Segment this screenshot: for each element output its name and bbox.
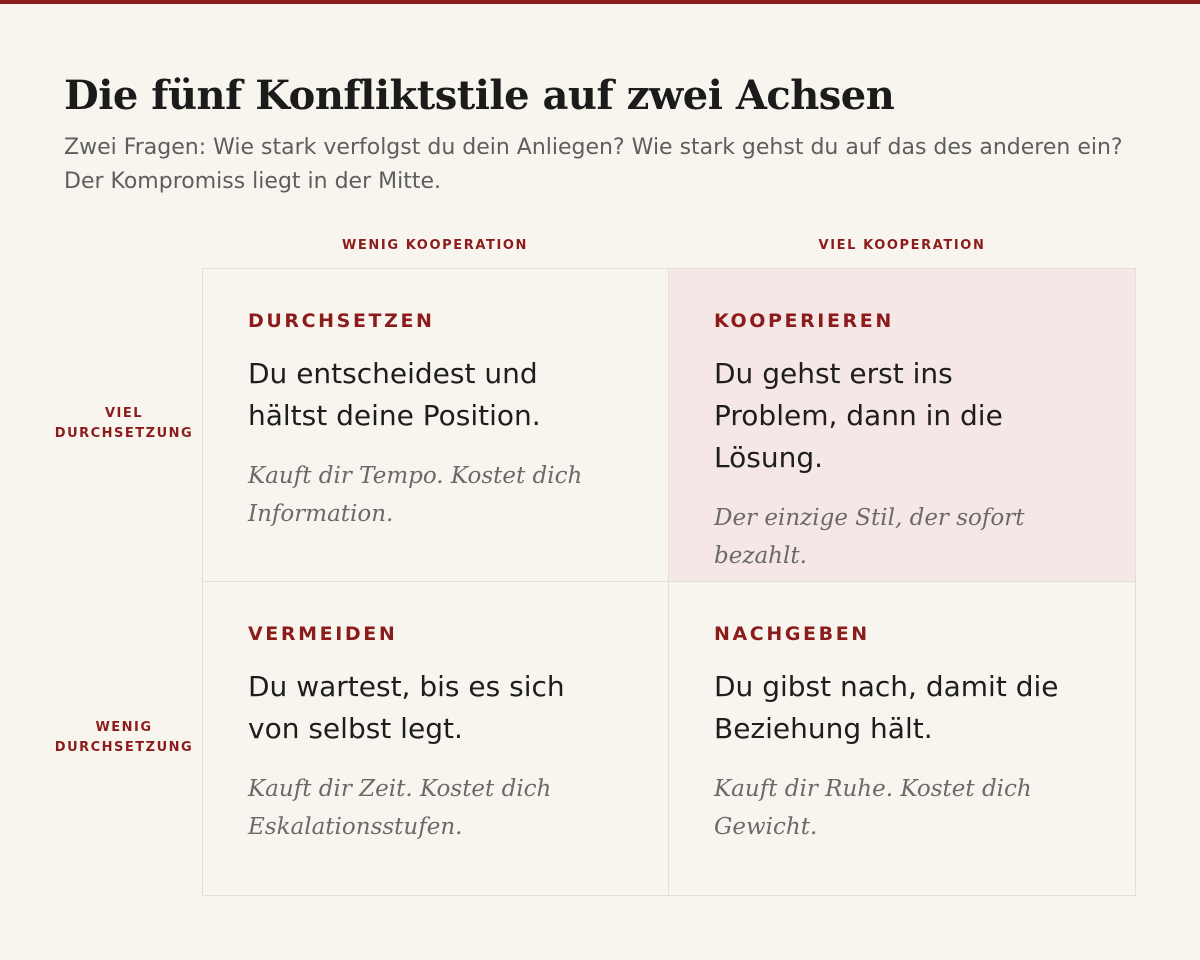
- quadrant-description: Du gehst erst ins Problem, dann in die Lösung.: [714, 357, 1003, 474]
- column-label-high-cooperation: VIEL KOOPERATION: [818, 238, 986, 253]
- row-label-line: DURCHSETZUNG: [54, 426, 194, 441]
- row-label-high-assertiveness: [40, 404, 208, 444]
- quadrant-title: VERMEIDEN: [248, 623, 398, 645]
- quadrant-description: Du entscheidest und hältst deine Position.: [248, 357, 541, 432]
- quadrant-description: Du gibst nach, damit die Beziehung hält.: [714, 670, 1059, 745]
- row-label-line: VIEL: [104, 406, 144, 421]
- quadrant-vermeiden: [203, 582, 669, 895]
- quadrant-title: DURCHSETZEN: [248, 310, 435, 332]
- row-label-line: WENIG: [95, 720, 153, 735]
- top-accent-bar: [0, 0, 1200, 4]
- row-label-low-assertiveness: [40, 718, 208, 758]
- quadrant-title: NACHGEBEN: [714, 623, 870, 645]
- page-title: Die fünf Konfliktstile auf zwei Achsen: [64, 72, 895, 119]
- quadrant-kooperieren: [669, 269, 1135, 582]
- quadrant-durchsetzen: [203, 269, 669, 582]
- conflict-style-matrix: [202, 268, 1136, 896]
- quadrant-note: Der einzige Stil, der sofort bezahlt.: [714, 505, 1025, 569]
- quadrant-title: KOOPERIEREN: [714, 310, 894, 332]
- quadrant-nachgeben: [669, 582, 1135, 895]
- quadrant-note: Kauft dir Zeit. Kostet dich Eskalationsstufen.: [248, 776, 552, 840]
- quadrant-description: Du wartest, bis es sich von selbst legt.: [248, 670, 565, 745]
- page-subtitle: Zwei Fragen: Wie stark verfolgst du dein Anliegen? Wie stark gehst du auf das des anderen ein? Der Kompromiss liegt in der Mitte.: [64, 135, 1123, 194]
- row-label-line: DURCHSETZUNG: [54, 740, 194, 755]
- quadrant-note: Kauft dir Tempo. Kostet dich Information.: [248, 463, 583, 527]
- quadrant-note: Kauft dir Ruhe. Kostet dich Gewicht.: [714, 776, 1032, 840]
- column-label-low-cooperation: WENIG KOOPERATION: [341, 238, 529, 253]
